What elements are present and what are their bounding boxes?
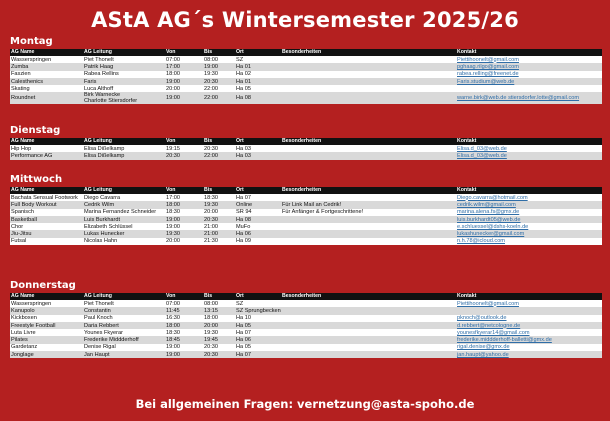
column-header: Kontakt bbox=[456, 49, 602, 56]
table-cell: 19:30 bbox=[165, 230, 203, 237]
table-cell: 19:30 bbox=[203, 71, 235, 78]
table-cell: 18:00 bbox=[165, 201, 203, 208]
table-cell: 17:00 bbox=[165, 194, 203, 201]
table-cell: Elisa Dißelkamp bbox=[83, 152, 165, 159]
table-cell: Frederike Middderhoff bbox=[83, 336, 165, 343]
table-cell bbox=[281, 85, 456, 92]
table-cell: 18:30 bbox=[203, 194, 235, 201]
contact-email[interactable]: pghaag.rilgo@gmail.com bbox=[456, 63, 602, 70]
table-cell: SZ bbox=[235, 56, 281, 63]
table-cell: Cedrik Wilm bbox=[83, 201, 165, 208]
table-row bbox=[10, 300, 602, 307]
table-cell bbox=[281, 78, 456, 85]
table-row bbox=[10, 344, 602, 351]
table-cell bbox=[281, 344, 456, 351]
table-cell bbox=[281, 315, 456, 322]
table-cell: Ha 07 bbox=[235, 194, 281, 201]
column-header: Bis bbox=[203, 293, 235, 300]
table-cell: 20:30 bbox=[203, 351, 235, 358]
table-cell: Luta Livre bbox=[10, 329, 83, 336]
table-cell: Hip Hop bbox=[10, 145, 83, 152]
table-cell: 07:00 bbox=[165, 56, 203, 63]
column-header: Besonderheiten bbox=[281, 138, 456, 145]
table-cell: Bachata Sensual Footwork bbox=[10, 194, 83, 201]
column-header: AG Leitung bbox=[83, 49, 165, 56]
contact-email[interactable]: jan.haupt@yahoo.de bbox=[456, 351, 602, 358]
table-cell: Birk Warnecke Charlotte Stiersdorfer bbox=[83, 92, 165, 104]
contact-email[interactable]: luis.burkhardt05@web.de bbox=[456, 216, 602, 223]
table-row bbox=[10, 322, 602, 329]
column-header: Besonderheiten bbox=[281, 49, 456, 56]
section-donnerstag bbox=[10, 280, 602, 358]
table-cell: 18:45 bbox=[165, 336, 203, 343]
column-header: AG Name bbox=[10, 293, 83, 300]
table-cell: Rabea Rellins bbox=[83, 71, 165, 78]
table-cell: Younes Fkyerar bbox=[83, 329, 165, 336]
contact-email[interactable]: Faris.studium@web.de bbox=[456, 78, 602, 85]
table-cell: Ha 03 bbox=[235, 145, 281, 152]
column-header: AG Name bbox=[10, 187, 83, 194]
table-cell: SR 94 bbox=[235, 209, 281, 216]
table-cell bbox=[281, 92, 456, 104]
table-cell: 19:00 bbox=[165, 351, 203, 358]
column-header: AG Name bbox=[10, 49, 83, 56]
table-cell: 20:30 bbox=[203, 216, 235, 223]
table-cell bbox=[281, 56, 456, 63]
section-montag bbox=[10, 36, 602, 104]
table-cell: Constantin bbox=[83, 307, 165, 314]
table-cell: Spanisch bbox=[10, 209, 83, 216]
table-cell: MuFo bbox=[235, 223, 281, 230]
column-header: AG Leitung bbox=[83, 187, 165, 194]
table-cell: Für Anfänger & Fortgeschrittene! bbox=[281, 209, 456, 216]
contact-email[interactable]: Elisa.d_03@web.de bbox=[456, 152, 602, 159]
column-header: Besonderheiten bbox=[281, 293, 456, 300]
column-header: Bis bbox=[203, 187, 235, 194]
column-header: Ort bbox=[235, 49, 281, 56]
table-cell bbox=[281, 322, 456, 329]
table-cell: Luca Althoff bbox=[83, 85, 165, 92]
contact-email[interactable]: n.h.78@icloud.com bbox=[456, 238, 602, 245]
table-cell: Piet Thonelt bbox=[83, 56, 165, 63]
table-cell: 20:00 bbox=[165, 238, 203, 245]
table-cell bbox=[281, 145, 456, 152]
table-cell: 13:15 bbox=[203, 307, 235, 314]
table-cell: Jonglage bbox=[10, 351, 83, 358]
table-cell: Calesthenics bbox=[10, 78, 83, 85]
table-cell: 22:00 bbox=[203, 92, 235, 104]
table-cell: Ha 01 bbox=[235, 63, 281, 70]
table-row bbox=[10, 56, 602, 63]
table-row bbox=[10, 230, 602, 237]
table-cell: Ha 08 bbox=[235, 92, 281, 104]
section-mittwoch bbox=[10, 174, 602, 245]
table-cell: Luis Burkhardt bbox=[83, 216, 165, 223]
table-cell: Kickboxen bbox=[10, 315, 83, 322]
table-cell bbox=[281, 336, 456, 343]
table-row bbox=[10, 85, 602, 92]
table-cell: Wasserspringen bbox=[10, 56, 83, 63]
column-header: Von bbox=[165, 138, 203, 145]
table-cell: Daria Rebbert bbox=[83, 322, 165, 329]
table-cell: 20:30 bbox=[203, 78, 235, 85]
table-cell: 17:00 bbox=[165, 63, 203, 70]
contact-email bbox=[456, 307, 602, 314]
table-cell: 18:30 bbox=[165, 329, 203, 336]
table-row bbox=[10, 78, 602, 85]
table-cell: Faris bbox=[83, 78, 165, 85]
column-header: Kontakt bbox=[456, 138, 602, 145]
table-cell: Ha 03 bbox=[235, 152, 281, 159]
table-cell: Elisa Dißelkamp bbox=[83, 145, 165, 152]
table-row bbox=[10, 315, 602, 322]
contact-email[interactable]: younesfkyerar14@gmail.com bbox=[456, 329, 602, 336]
table-cell: 19:45 bbox=[203, 336, 235, 343]
table-cell: Pilates bbox=[10, 336, 83, 343]
table-cell: Wasserspringen bbox=[10, 300, 83, 307]
table-cell: Ha 05 bbox=[235, 322, 281, 329]
column-header: AG Name bbox=[10, 138, 83, 145]
column-header: Bis bbox=[203, 49, 235, 56]
contact-email[interactable]: Elisa.d_03@web.de bbox=[456, 145, 602, 152]
contact-email[interactable]: cedrik.wilm@gmail.com bbox=[456, 201, 602, 208]
table-cell: Skating bbox=[10, 85, 83, 92]
schedule-table bbox=[10, 138, 602, 160]
table-cell: 20:00 bbox=[165, 85, 203, 92]
table-row bbox=[10, 92, 602, 104]
column-header: Ort bbox=[235, 187, 281, 194]
table-cell: Ha 02 bbox=[235, 71, 281, 78]
page-title: AStA AG´s Wintersemester 2025/26 bbox=[91, 8, 519, 32]
table-row bbox=[10, 194, 602, 201]
table-cell: Performance AG bbox=[10, 152, 83, 159]
column-header: Bis bbox=[203, 138, 235, 145]
table-cell: 18:30 bbox=[165, 209, 203, 216]
table-cell: 20:00 bbox=[203, 209, 235, 216]
table-cell: Diego Cavarra bbox=[83, 194, 165, 201]
contact-email bbox=[456, 85, 602, 92]
table-cell: 18:00 bbox=[165, 322, 203, 329]
table-cell: 19:15 bbox=[165, 145, 203, 152]
column-header: Ort bbox=[235, 138, 281, 145]
table-cell: Ha 08 bbox=[235, 216, 281, 223]
table-cell: 11:45 bbox=[165, 307, 203, 314]
table-cell: Jan Haupt bbox=[83, 351, 165, 358]
table-cell bbox=[281, 329, 456, 336]
table-cell: Lukas Hunecker bbox=[83, 230, 165, 237]
table-cell: Marina Fernandez Schneider bbox=[83, 209, 165, 216]
contact-email[interactable]: Piettihoonelt@gmail.com bbox=[456, 300, 602, 307]
table-cell: 19:00 bbox=[165, 92, 203, 104]
table-cell: 20:00 bbox=[203, 322, 235, 329]
table-cell bbox=[281, 194, 456, 201]
table-cell: 18:00 bbox=[165, 71, 203, 78]
contact-email[interactable]: pknoch@outlook.de bbox=[456, 315, 602, 322]
table-row bbox=[10, 209, 602, 216]
column-header: Kontakt bbox=[456, 187, 602, 194]
section-dienstag bbox=[10, 125, 602, 160]
table-cell: Basketball bbox=[10, 216, 83, 223]
contact-email[interactable]: Piettihoonelt@gmail.com bbox=[456, 56, 602, 63]
table-row bbox=[10, 336, 602, 343]
table-cell: Paul Knoch bbox=[83, 315, 165, 322]
day-heading: Mittwoch bbox=[10, 174, 63, 185]
table-row bbox=[10, 307, 602, 314]
table-cell: 20:30 bbox=[165, 152, 203, 159]
schedule-table bbox=[10, 187, 602, 245]
table-cell: Zumba bbox=[10, 63, 83, 70]
table-row bbox=[10, 223, 602, 230]
table-row bbox=[10, 145, 602, 152]
table-cell: Roundnet bbox=[10, 92, 83, 104]
table-cell: 22:00 bbox=[203, 85, 235, 92]
table-cell bbox=[281, 223, 456, 230]
table-cell: 08:00 bbox=[203, 300, 235, 307]
contact-email[interactable]: lukashunecker@gmail.com bbox=[456, 230, 602, 237]
table-row bbox=[10, 71, 602, 78]
table-cell: Denise Rigal bbox=[83, 344, 165, 351]
day-heading: Dienstag bbox=[10, 125, 61, 136]
table-cell: Elizabeth Schlüssel bbox=[83, 223, 165, 230]
table-cell: Ha 09 bbox=[235, 238, 281, 245]
table-cell: Patrik Haag bbox=[83, 63, 165, 70]
column-header: Von bbox=[165, 49, 203, 56]
table-row bbox=[10, 238, 602, 245]
table-cell: 08:00 bbox=[203, 56, 235, 63]
table-cell: Ha 05 bbox=[235, 85, 281, 92]
table-cell: 19:00 bbox=[165, 216, 203, 223]
column-header: Ort bbox=[235, 293, 281, 300]
contact-email[interactable]: warne.birk@web.de stiersdorfer.lotte@gmail.com bbox=[456, 92, 602, 104]
contact-email[interactable]: marina.alena.fs@gmx.de bbox=[456, 209, 602, 216]
schedule-table bbox=[10, 49, 602, 104]
table-cell: Online bbox=[235, 201, 281, 208]
table-cell: 22:00 bbox=[203, 152, 235, 159]
table-cell: 18:00 bbox=[203, 315, 235, 322]
table-cell: SZ Sprungbecken bbox=[236, 307, 281, 314]
table-cell: 19:00 bbox=[165, 344, 203, 351]
table-cell: 21:00 bbox=[203, 230, 235, 237]
table-cell bbox=[281, 230, 456, 237]
table-row bbox=[10, 152, 602, 159]
schedule-table bbox=[10, 293, 602, 358]
table-cell: 19:00 bbox=[165, 78, 203, 85]
table-cell: Gardetanz bbox=[10, 344, 83, 351]
table-cell: 19:00 bbox=[165, 223, 203, 230]
table-row bbox=[10, 216, 602, 223]
column-header: AG Leitung bbox=[83, 138, 165, 145]
column-header: Von bbox=[165, 187, 203, 194]
table-cell: 20:30 bbox=[203, 344, 235, 351]
table-cell: Chor bbox=[10, 223, 83, 230]
table-cell: 16:30 bbox=[165, 315, 203, 322]
table-cell: Ha 07 bbox=[235, 329, 281, 336]
table-cell: Ha 05 bbox=[235, 344, 281, 351]
table-cell: 19:30 bbox=[203, 329, 235, 336]
table-cell bbox=[281, 238, 456, 245]
table-cell: Freestyle Football bbox=[10, 322, 83, 329]
table-cell: Ha 10 bbox=[235, 315, 281, 322]
table-row bbox=[10, 63, 602, 70]
table-cell: Ha 01 bbox=[235, 78, 281, 85]
table-cell: Nicolas Hahn bbox=[83, 238, 165, 245]
column-header: Von bbox=[165, 293, 203, 300]
table-cell: Ha 06 bbox=[235, 230, 281, 237]
table-row bbox=[10, 201, 602, 208]
table-cell bbox=[281, 216, 456, 223]
column-header: AG Leitung bbox=[83, 293, 165, 300]
table-cell: Für Link Mail an Cedrik! bbox=[281, 201, 456, 208]
contact-email[interactable]: Diego.cavarra@hotmail.com bbox=[456, 194, 602, 201]
table-cell: Full Body Workout bbox=[10, 201, 83, 208]
table-row bbox=[10, 351, 602, 358]
table-cell bbox=[281, 71, 456, 78]
column-header: Besonderheiten bbox=[281, 187, 456, 194]
table-cell: Kanupolo bbox=[10, 307, 83, 314]
table-row bbox=[10, 329, 602, 336]
table-cell: 21:30 bbox=[203, 238, 235, 245]
contact-email[interactable]: e.schluessel@dshs-koeln.de bbox=[456, 223, 602, 230]
table-cell: 20:30 bbox=[203, 145, 235, 152]
table-cell: SZ bbox=[235, 300, 281, 307]
column-header: Kontakt bbox=[456, 293, 602, 300]
table-cell bbox=[281, 300, 456, 307]
table-cell: Ha 07 bbox=[235, 351, 281, 358]
table-cell: 19:00 bbox=[203, 63, 235, 70]
table-cell: Ha 06 bbox=[235, 336, 281, 343]
table-cell: Piet Thonelt bbox=[83, 300, 165, 307]
table-cell: Jiu-Jitsu bbox=[10, 230, 83, 237]
table-cell: 19:30 bbox=[203, 201, 235, 208]
day-heading: Montag bbox=[10, 36, 53, 47]
table-cell bbox=[281, 63, 456, 70]
table-cell bbox=[281, 152, 456, 159]
table-cell: Faszien bbox=[10, 71, 83, 78]
contact-email[interactable]: rigal.denise@gmx.de bbox=[456, 344, 602, 351]
table-cell: 07:00 bbox=[165, 300, 203, 307]
table-cell bbox=[281, 351, 456, 358]
contact-email[interactable]: rabea.relling@freenet.de bbox=[456, 71, 602, 78]
day-heading: Donnerstag bbox=[10, 280, 76, 291]
contact-email[interactable]: d.rebbert@netcologne.de bbox=[456, 322, 602, 329]
footer-contact: Bei allgemeinen Fragen: vernetzung@asta-spoho.de bbox=[135, 397, 475, 411]
table-cell: 21:00 bbox=[203, 223, 235, 230]
table-cell bbox=[281, 307, 456, 314]
table-cell: Futsal bbox=[10, 238, 83, 245]
contact-email[interactable]: frederike.middderhoff-balletti@gmx.de bbox=[456, 336, 602, 343]
